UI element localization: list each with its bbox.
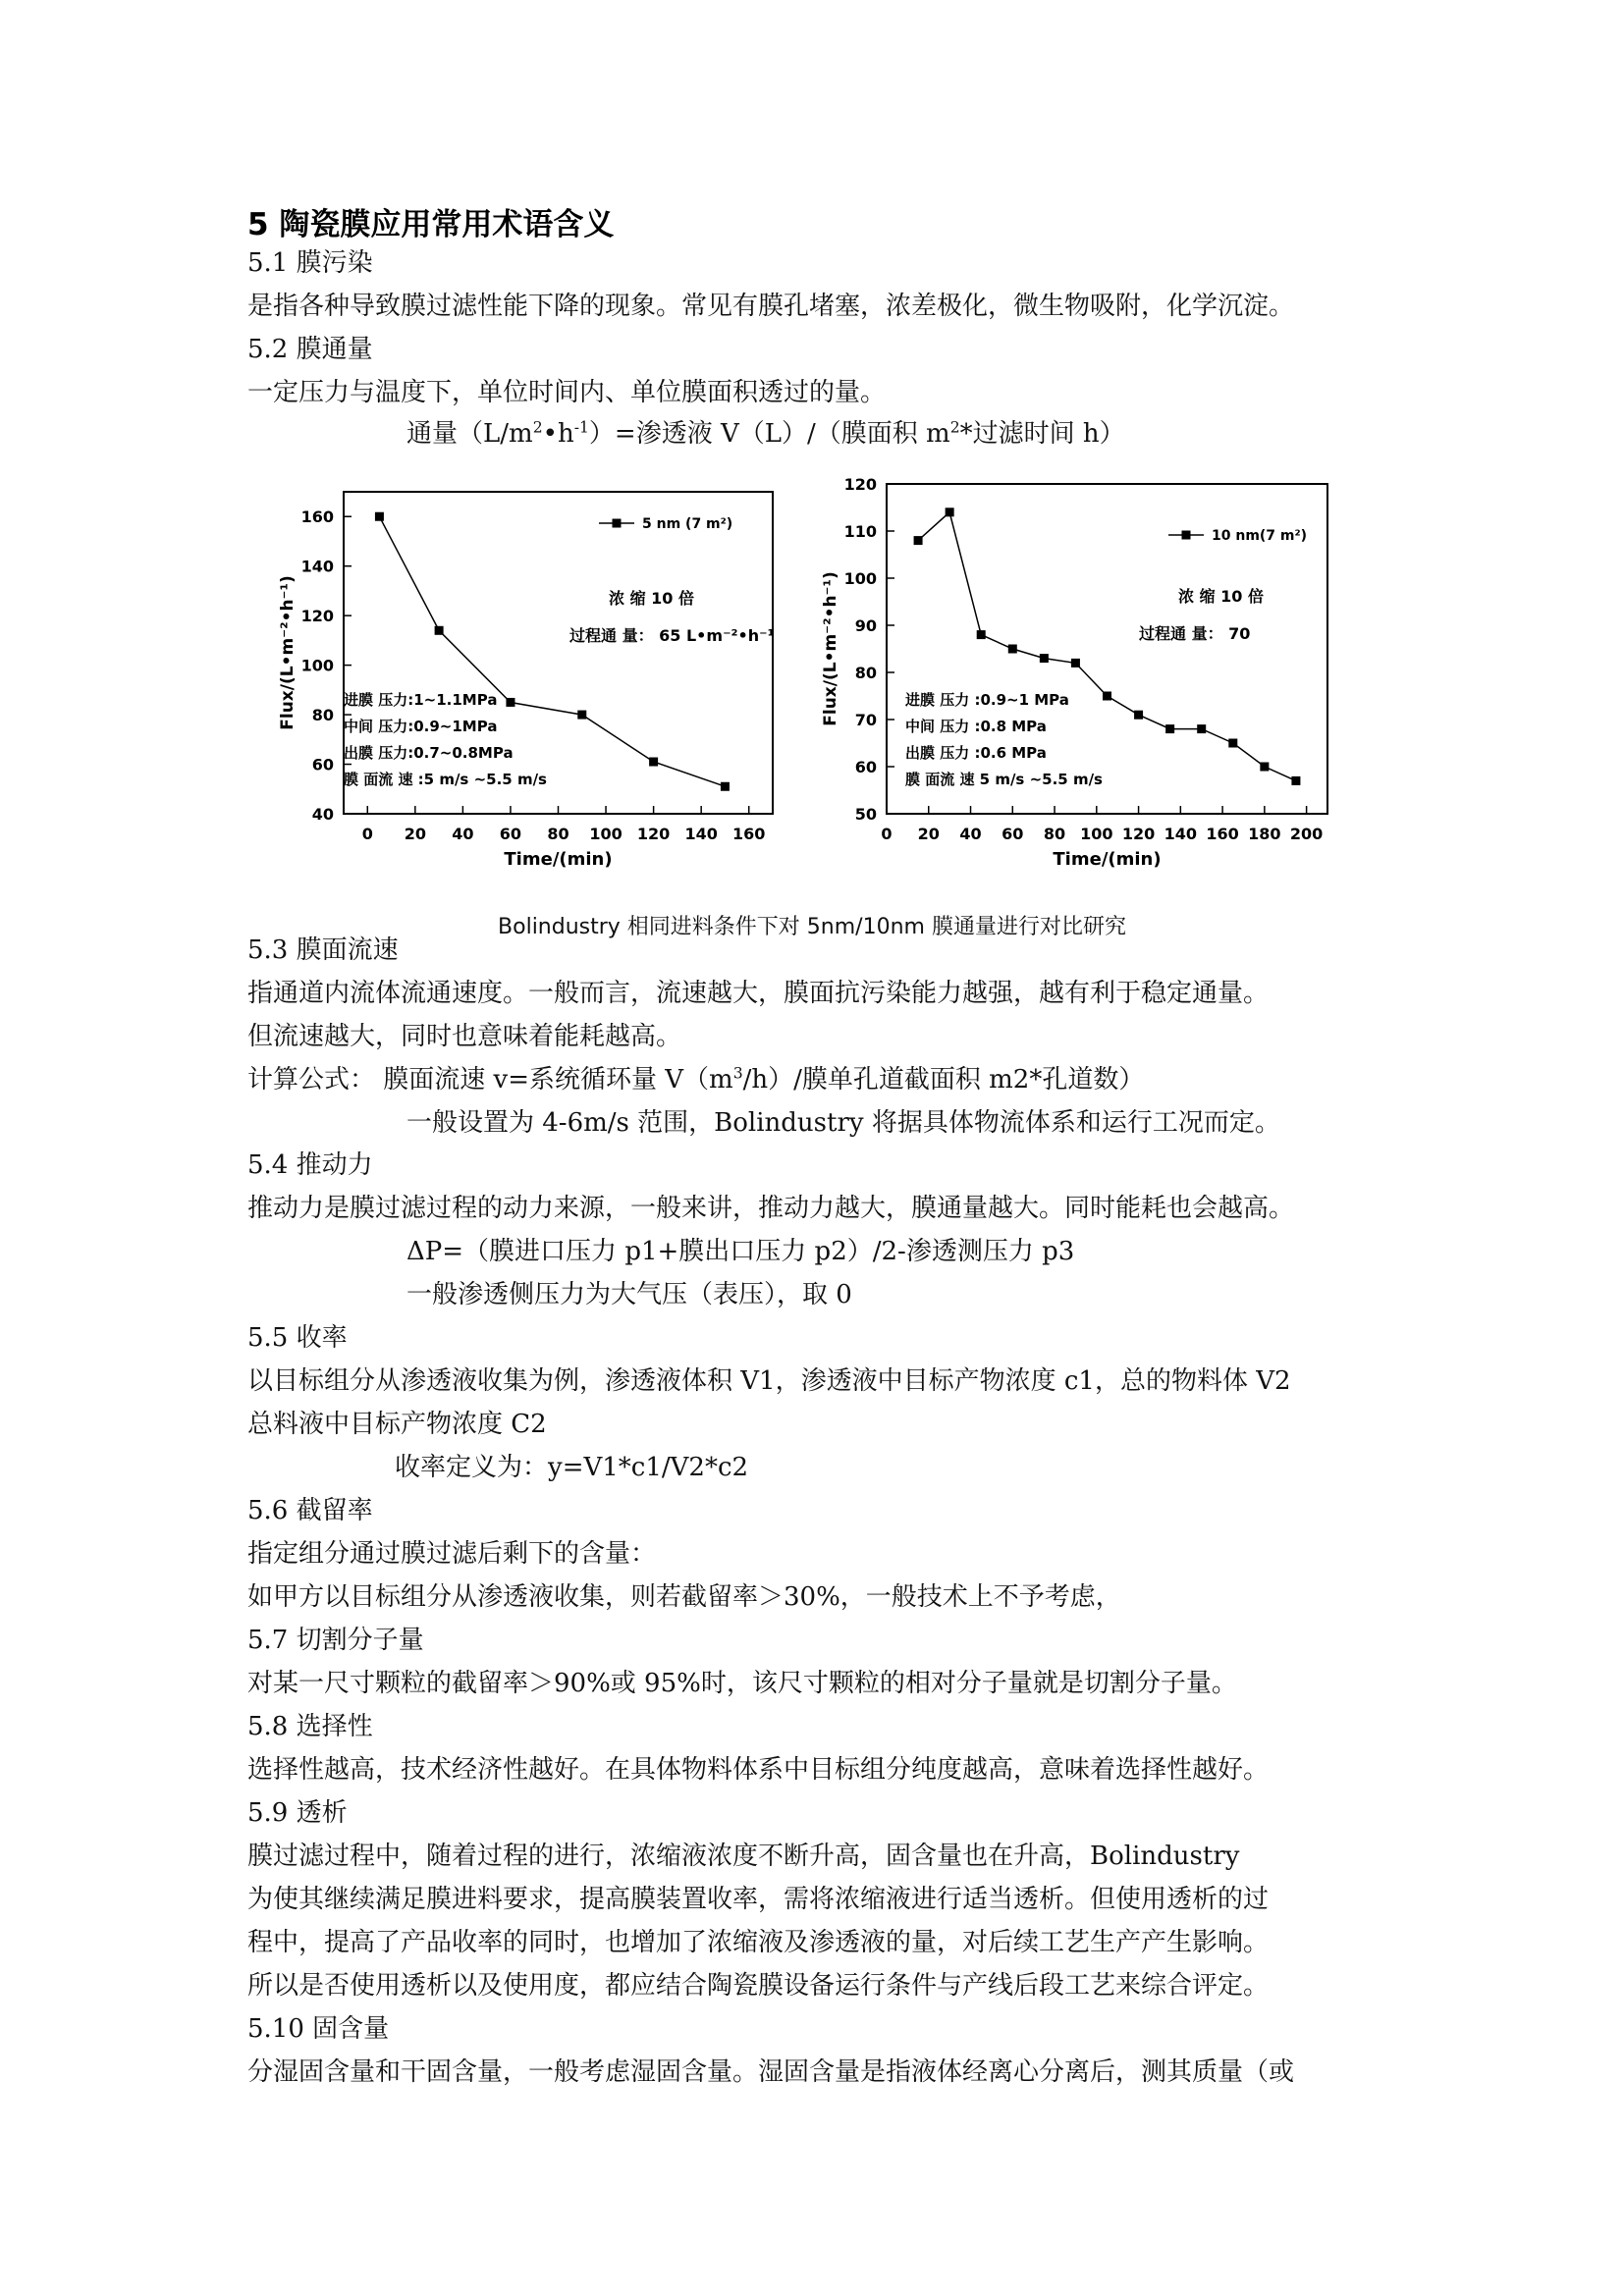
x-tick-label: 160: [732, 825, 766, 843]
annotation-condition: 出膜 压力:0.7~0.8MPa: [344, 744, 514, 762]
x-tick-label: 20: [404, 825, 426, 843]
x-tick-label: 120: [1121, 825, 1156, 843]
series-line: [379, 516, 725, 786]
annotation-condition: 进膜 压力 :0.9~1 MPa: [905, 691, 1069, 709]
chart-10nm: [821, 475, 1327, 870]
x-tick-label: 140: [684, 825, 718, 843]
x-tick-label: 180: [1248, 825, 1281, 843]
subsection-5-2-title: 5.2 膜通量: [247, 335, 373, 364]
x-tick-label: 0: [361, 825, 373, 843]
data-point: [1165, 724, 1174, 733]
subsection-5-1-title: 5.1 膜污染: [247, 248, 373, 278]
plot-frame: [887, 484, 1327, 814]
x-tick-label: 80: [547, 825, 569, 843]
x-tick-label: 0: [881, 825, 893, 843]
subsection-5-8-title: 5.8 选择性: [247, 1712, 373, 1741]
x-axis-title: Time/(min): [1053, 849, 1162, 870]
data-point: [375, 512, 384, 521]
data-point: [1008, 645, 1017, 654]
y-tick-label: 70: [854, 711, 877, 729]
y-tick-label: 100: [300, 656, 334, 675]
annotation-condition: 出膜 压力 :0.6 MPa: [905, 744, 1047, 762]
subsection-5-6-text-2: 如甲方以目标组分从渗透液收集，则若截留率＞30%，一般技术上不予考虑，: [247, 1582, 1121, 1612]
y-tick-label: 90: [854, 616, 877, 635]
data-point: [1260, 763, 1269, 772]
y-tick-label: 100: [843, 569, 877, 588]
subsection-5-5-title: 5.5 收率: [247, 1323, 348, 1353]
subsection-5-9-text-4: 所以是否使用透析以及使用度，都应结合陶瓷膜设备运行条件与产线后段工艺来综合评定。: [247, 1971, 1270, 2001]
y-tick-label: 160: [300, 507, 334, 527]
subsection-5-9-text-2: 为使其继续满足膜进料要求，提高膜装置收率，需将浓缩液进行适当透析。但使用透析的过: [247, 1885, 1270, 1914]
data-point: [1291, 776, 1300, 785]
annotation-concentration: 浓 缩 10 倍: [609, 589, 694, 608]
data-point: [1197, 724, 1206, 733]
y-tick-label: 50: [854, 805, 877, 824]
velocity-range-note: 一般设置为 4-6m/s 范围，Bolindustry 将据具体物流体系和运行工况而定。: [406, 1108, 1280, 1138]
section-heading: 5 陶瓷膜应用常用术语含义: [247, 207, 615, 242]
data-point: [946, 507, 954, 516]
x-tick-label: 40: [452, 825, 474, 843]
pressure-note: 一般渗透侧压力为大气压（表压），取 0: [406, 1280, 852, 1309]
subsection-5-6-title: 5.6 截留率: [247, 1496, 373, 1525]
subsection-5-10-title: 5.10 固含量: [247, 2014, 390, 2044]
annotation-process-flux: 过程通 量： 65 L•m⁻²•h⁻¹: [569, 626, 775, 645]
x-tick-label: 200: [1289, 825, 1324, 843]
subsection-5-3-text-2: 但流速越大，同时也意味着能耗越高。: [247, 1022, 682, 1051]
subsection-5-1-text: 是指各种导致膜过滤性能下降的现象。常见有膜孔堵塞，浓差极化，微生物吸附，化学沉淀。: [247, 292, 1295, 321]
y-axis-title: Flux/(L•m⁻²•h⁻¹): [278, 575, 298, 730]
annotation-condition: 中间 压力 :0.8 MPa: [905, 718, 1047, 735]
x-tick-label: 120: [636, 825, 671, 843]
yield-formula: 收率定义为：y=V1*c1/V2*c2: [395, 1453, 749, 1482]
legend-label: 10 nm(7 m²): [1212, 528, 1308, 544]
data-point: [506, 698, 514, 707]
subsection-5-7-text: 对某一尺寸颗粒的截留率＞90%或 95%时，该尺寸颗粒的相对分子量就是切割分子量。: [247, 1669, 1237, 1698]
x-tick-label: 40: [959, 825, 982, 843]
chart-5nm: [278, 492, 775, 870]
chart-caption: Bolindustry 相同进料条件下对 5nm/10nm 膜通量进行对比研究: [498, 915, 1126, 939]
y-tick-label: 110: [843, 522, 877, 541]
velocity-formula: 计算公式： 膜面流速 v=系统循环量 $V(m^3/h)/$膜单孔道截面积 m2*孔道数）: [247, 1064, 1145, 1095]
subsection-5-5-text-1: 以目标组分从渗透液收集为例，渗透液体积 V1，渗透液中目标产物浓度 c1，总的物料体 V2: [247, 1366, 1291, 1396]
plot-frame: [344, 492, 773, 814]
x-tick-label: 60: [1001, 825, 1024, 843]
x-tick-label: 100: [589, 825, 623, 843]
annotation-condition: 膜 面流 速 5 m/s ~5.5 m/s: [905, 771, 1103, 788]
data-point: [1071, 659, 1080, 667]
annotation-process-flux: 过程通 量： 70: [1139, 624, 1251, 643]
x-tick-label: 140: [1164, 825, 1198, 843]
subsection-5-5-text-2: 总料液中目标产物浓度 C2: [247, 1410, 547, 1439]
subsection-5-4-title: 5.4 推动力: [247, 1150, 373, 1180]
data-point: [435, 626, 444, 635]
subsection-5-10-text: 分湿固含量和干固含量，一般考虑湿固含量。湿固含量是指液体经离心分离后，测其质量（或: [247, 2057, 1295, 2087]
y-tick-label: 60: [854, 758, 877, 776]
data-point: [649, 758, 658, 767]
subsection-5-7-title: 5.7 切割分子量: [247, 1626, 424, 1655]
y-axis-title: Flux/(L•m⁻²•h⁻¹): [821, 571, 840, 726]
annotation-concentration: 浓 缩 10 倍: [1178, 587, 1264, 606]
series-line: [918, 512, 1296, 781]
data-point: [1228, 739, 1237, 748]
legend-marker: [613, 519, 622, 528]
y-tick-label: 40: [311, 805, 334, 824]
subsection-5-4-text: 推动力是膜过滤过程的动力来源，一般来讲，推动力越大，膜通量越大。同时能耗也会越高。: [247, 1194, 1295, 1223]
y-tick-label: 120: [300, 607, 334, 626]
data-point: [577, 711, 586, 720]
annotation-condition: 中间 压力:0.9~1MPa: [344, 718, 498, 735]
subsection-5-6-text-1: 指定组分通过膜过滤后剩下的含量：: [247, 1539, 657, 1569]
subsection-5-9-text-3: 程中，提高了产品收率的同时，也增加了浓缩液及渗透液的量，对后续工艺生产产生影响。: [247, 1928, 1270, 1957]
data-point: [1040, 654, 1049, 663]
annotation-condition: 进膜 压力:1~1.1MPa: [344, 691, 498, 709]
x-tick-label: 20: [917, 825, 940, 843]
pressure-formula: ΔP=（膜进口压力 p1+膜出口压力 p2）/2-渗透测压力 p3: [406, 1237, 1075, 1266]
y-tick-label: 120: [843, 475, 877, 494]
x-tick-label: 80: [1043, 825, 1066, 843]
y-tick-label: 80: [311, 706, 334, 725]
data-point: [1103, 692, 1111, 701]
data-point: [914, 536, 923, 545]
data-point: [721, 782, 730, 791]
annotation-condition: 膜 面流 速 :5 m/s ~5.5 m/s: [344, 771, 547, 788]
subsection-5-3-text-1: 指通道内流体流通速度。一般而言，流速越大，膜面抗污染能力越强，越有利于稳定通量。: [247, 979, 1270, 1008]
x-tick-label: 60: [499, 825, 522, 843]
flux-formula: 通量$(L/m^2•h^{-1})=$渗透液 V（L）/（膜面积 $m^2*$过滤时间 h）: [406, 418, 1125, 449]
subsection-5-9-text-1: 膜过滤过程中，随着过程的进行，浓缩液浓度不断升高，固含量也在升高，Bolindustry: [247, 1842, 1240, 1871]
x-tick-label: 100: [1080, 825, 1113, 843]
legend-label: 5 nm (7 m²): [642, 516, 733, 532]
subsection-5-3-title: 5.3 膜面流速: [247, 935, 399, 965]
y-tick-label: 60: [311, 755, 334, 774]
data-point: [977, 630, 986, 639]
legend-marker: [1182, 531, 1191, 540]
subsection-5-2-text: 一定压力与温度下，单位时间内、单位膜面积透过的量。: [247, 378, 887, 407]
subsection-5-8-text: 选择性越高，技术经济性越好。在具体物料体系中目标组分纯度越高，意味着选择性越好。: [247, 1755, 1270, 1785]
x-tick-label: 160: [1206, 825, 1239, 843]
y-tick-label: 80: [854, 664, 877, 682]
data-point: [1134, 711, 1143, 720]
x-axis-title: Time/(min): [504, 849, 613, 870]
y-tick-label: 140: [300, 557, 334, 576]
subsection-5-9-title: 5.9 透析: [247, 1798, 348, 1828]
